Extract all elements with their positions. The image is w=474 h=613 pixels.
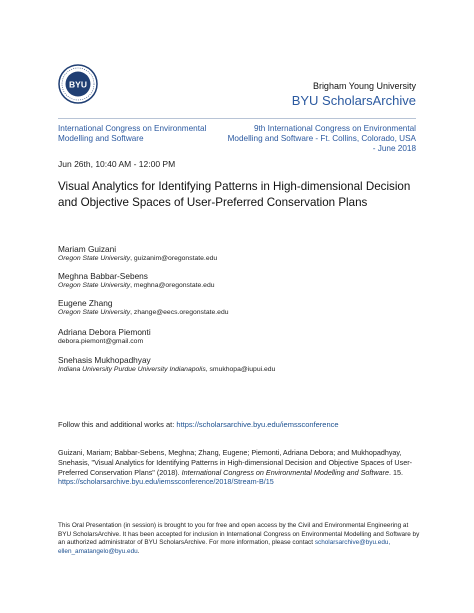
author-affiliation: Oregon State University, meghna@oregonstate.edu (58, 282, 215, 289)
author-entry (58, 271, 418, 290)
collection-link-left[interactable]: International Congress on Environmental Modelling and Software (58, 124, 207, 143)
author-entry (58, 298, 418, 317)
logo-text: BYU (69, 79, 87, 90)
citation-link[interactable]: https://scholarsarchive.byu.edu/iemssconference/2018/Stream-B/15 (58, 477, 274, 487)
contact-email-link[interactable]: scholarsarchive@byu.edu, ellen_amatangelo@byu.edu (58, 539, 391, 555)
footer-notice: This Oral Presentation (in session) is brought to you for free and open access by the Civil and Environmental Engineering at BYU ScholarsArchive. It has been accepted for inclusion in International Congress on Environmental Modelling and Software by an authorized administrator of BYU ScholarsArchive. For more information, please contact scholarsarchive@byu.edu, ellen_amatangelo@byu.edu. (58, 522, 420, 555)
header-divider (58, 118, 416, 119)
session-time: Jun 26th, 10:40 AM - 12:00 PM (58, 159, 176, 169)
author-affiliation: Oregon State University, guizanim@oregonstate.edu (58, 255, 218, 262)
institution-name: Brigham Young University (312, 81, 416, 91)
author-affiliation: Oregon State University, zhange@eecs.oregonstate.edu (58, 309, 229, 316)
author-entry (58, 355, 418, 374)
paper-title: Visual Analytics for Identifying Patterns in High-dimensional Decision and Objective Spaces of User-Preferred Conservation Plans (58, 180, 411, 209)
follow-line: Follow this and additional works at: https://scholarsarchive.byu.edu/iemssconference (58, 420, 339, 429)
author-affiliation: Indiana University Purdue University Indianapolis, smukhopa@iupui.edu (58, 366, 276, 373)
author-entry (58, 327, 418, 346)
archive-link[interactable]: BYU ScholarsArchive (291, 93, 416, 108)
author-name: Eugene Zhang (58, 298, 113, 308)
citation-block: Guizani, Mariam; Babbar-Sebens, Meghna; Zhang, Eugene; Piemonti, Adriana Debora; and Mukhopadhyay, Snehasis, "Visual Analytics for Identifying Patterns in High-dimensional Decision and Objective Spaces of User-Preferred Conservation Plans" (2018). International Congress on Environmental Modelling and Software. 15. https://scholarsarchive.byu.edu/iemssconference/2018/Stream-B/15 (58, 448, 412, 487)
collection-link-right[interactable]: 9th International Congress on Environmental Modelling and Software - Ft. Collins, Colorado, USA - June 2018 (227, 124, 416, 153)
follow-link[interactable]: https://scholarsarchive.byu.edu/iemssconference (176, 420, 339, 429)
author-name: Snehasis Mukhopadhyay (58, 355, 151, 365)
author-name: Adriana Debora Piemonti (58, 327, 151, 337)
author-affiliation: debora.piemont@gmail.com (58, 338, 144, 345)
author-entry (58, 244, 418, 263)
byu-seal-logo (58, 64, 98, 104)
author-name: Mariam Guizani (58, 244, 117, 254)
author-name: Meghna Babbar-Sebens (58, 271, 148, 281)
